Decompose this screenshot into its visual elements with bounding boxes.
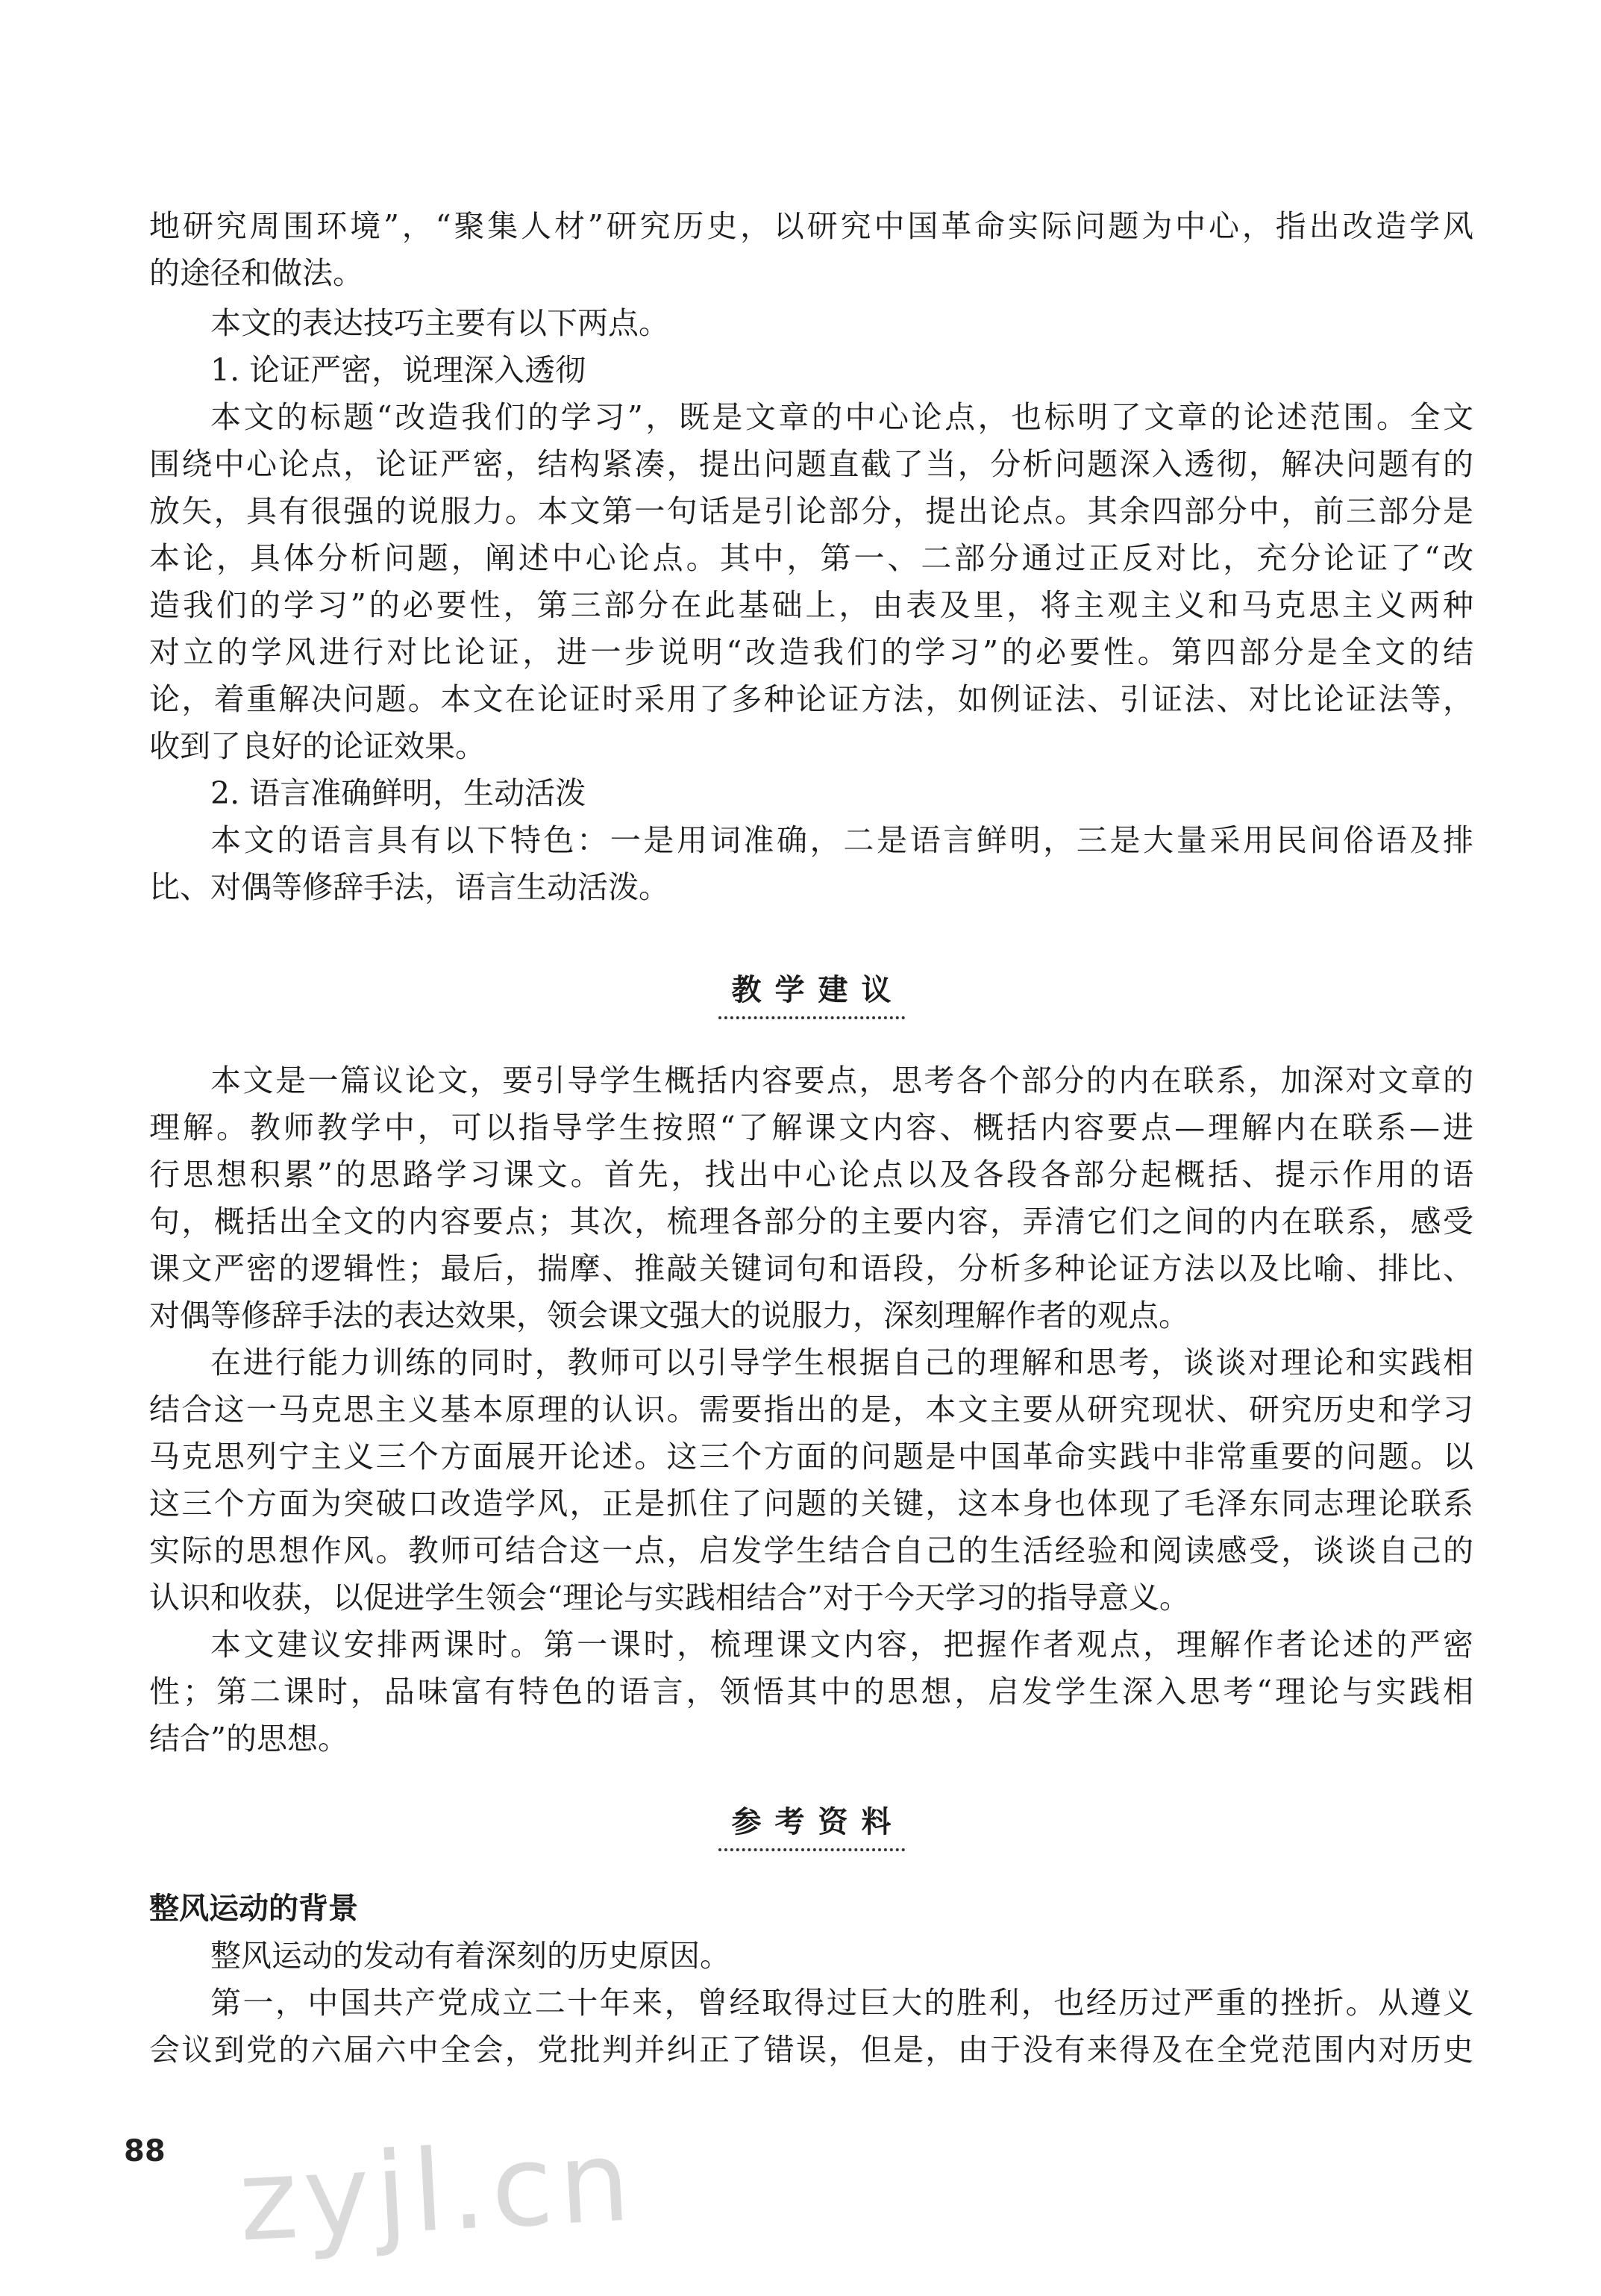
text-line: 围绕中心论点，论证严密，结构紧凑，提出问题直截了当，分析问题深入透彻，解决问题有的 <box>149 446 1473 482</box>
text-line: 比、对偶等修辞手法，语言生动活泼。 <box>149 869 669 905</box>
text-line: 对偶等修辞手法的表达效果，领会课文强大的说服力，深刻理解作者的观点。 <box>149 1298 1189 1333</box>
reference-section <box>149 1888 1473 2076</box>
text-line: 结合”的思想。 <box>149 1721 348 1757</box>
section-title-reference <box>149 1798 1473 1851</box>
text-line: 马克思列宁主义三个方面展开论述。这三个方面的问题是中国革命实践中非常重要的问题。以 <box>149 1439 1473 1474</box>
teaching-section <box>149 1060 1473 1765</box>
text-line: 认识和收获，以促进学生领会“理论与实践相结合”对于今天学习的指导意义。 <box>149 1580 1190 1615</box>
text-line: 造我们的学习”的必要性，第三部分在此基础上，由表及里，将主观主义和马克思主义两种 <box>149 587 1473 623</box>
reference-subheading: 整风运动的背景 <box>149 1892 358 1926</box>
text-line: 结合这一马克思主义基本原理的认识。需要指出的是，本文主要从研究现状、研究历史和学习 <box>149 1392 1473 1427</box>
text-line: 本论，具体分析问题，阐述中心论点。其中，第一、二部分通过正反对比，充分论证了“改 <box>149 540 1473 576</box>
page-number: 88 <box>124 2134 166 2168</box>
teaching-paragraph-1 <box>149 1060 1473 1342</box>
text-line: 在进行能力训练的同时，教师可以引导学生根据自己的理解和思考，谈谈对理论和实践相 <box>210 1345 1473 1380</box>
text-line: 性；第二课时，品味富有特色的语言，领悟其中的思想，启发学生深入思考“理论与实践相 <box>149 1674 1473 1710</box>
text-line: 本文的语言具有以下特色：一是用词准确，二是语言鲜明，三是大量采用民间俗语及排 <box>210 822 1473 858</box>
point1-paragraph <box>149 396 1473 772</box>
section-title-text: 教学建议 <box>718 966 905 1019</box>
techniques-lead: 本文的表达技巧主要有以下两点。 <box>210 305 669 341</box>
text-line: 会议到党的六届六中全会，党批判并纠正了错误，但是，由于没有来得及在全党范围内对历史 <box>149 2032 1473 2068</box>
text-line: 句，概括出全文的内容要点；其次，梳理各部分的主要内容，弄清它们之间的内在联系，感受 <box>149 1204 1473 1239</box>
text-line: 的途径和做法。 <box>149 255 363 291</box>
text-line: 本文是一篇议论文，要引导学生概括内容要点，思考各个部分的内在联系，加深对文章的 <box>210 1063 1473 1098</box>
text-line: 实际的思想作风。教师可结合这一点，启发学生结合自己的生活经验和阅读感受，谈谈自己的 <box>149 1533 1473 1568</box>
point1-title: 1. 论证严密，说理深入透彻 <box>210 352 586 388</box>
text-line: 本文建议安排两课时。第一课时，梳理课文内容，把握作者观点，理解作者论述的严密 <box>210 1627 1473 1662</box>
text-line: 第一，中国共产党成立二十年来，曾经取得过巨大的胜利，也经历过严重的挫折。从遵义 <box>210 1985 1473 2021</box>
point2-paragraph <box>149 819 1473 913</box>
text-line: 整风运动的发动有着深刻的历史原因。 <box>210 1938 730 1974</box>
section-title-teaching <box>149 966 1473 1019</box>
point2-title: 2. 语言准确鲜明，生动活泼 <box>210 775 586 811</box>
techniques-section <box>149 302 1473 913</box>
teaching-paragraph-2 <box>149 1342 1473 1624</box>
text-line: 课文严密的逻辑性；最后，揣摩、推敲关键词句和语段，分析多种论证方法以及比喻、排比、 <box>149 1251 1473 1286</box>
text-line: 论，着重解决问题。本文在论证时采用了多种论证方法，如例证法、引证法、对比论证法等， <box>149 681 1473 717</box>
text-line: 这三个方面为突破口改造学风，正是抓住了问题的关键，这本身也体现了毛泽东同志理论联系 <box>149 1486 1473 1521</box>
text-line: 地研究周围环境”，“聚集人材”研究历史，以研究中国革命实际问题为中心，指出改造学风 <box>149 208 1473 244</box>
text-line: 行思想积累”的思路学习课文。首先，找出中心论点以及各段各部分起概括、提示作用的语 <box>149 1157 1473 1192</box>
text-line: 收到了良好的论证效果。 <box>149 728 486 764</box>
section-title-text: 参考资料 <box>718 1798 905 1851</box>
text-line: 对立的学风进行对比论证，进一步说明“改造我们的学习”的必要性。第四部分是全文的结 <box>149 634 1473 670</box>
text-line: 本文的标题“改造我们的学习”，既是文章的中心论点，也标明了文章的论述范围。全文 <box>210 399 1473 435</box>
intro-paragraph <box>149 205 1473 299</box>
teaching-paragraph-3 <box>149 1624 1473 1765</box>
text-line: 放矢，具有很强的说服力。本文第一句话是引论部分，提出论点。其余四部分中，前三部分是 <box>149 493 1473 529</box>
text-line: 理解。教师教学中，可以指导学生按照“了解课文内容、概括内容要点—理解内在联系—进 <box>149 1110 1473 1145</box>
watermark: zyjl.cn <box>235 2116 639 2267</box>
